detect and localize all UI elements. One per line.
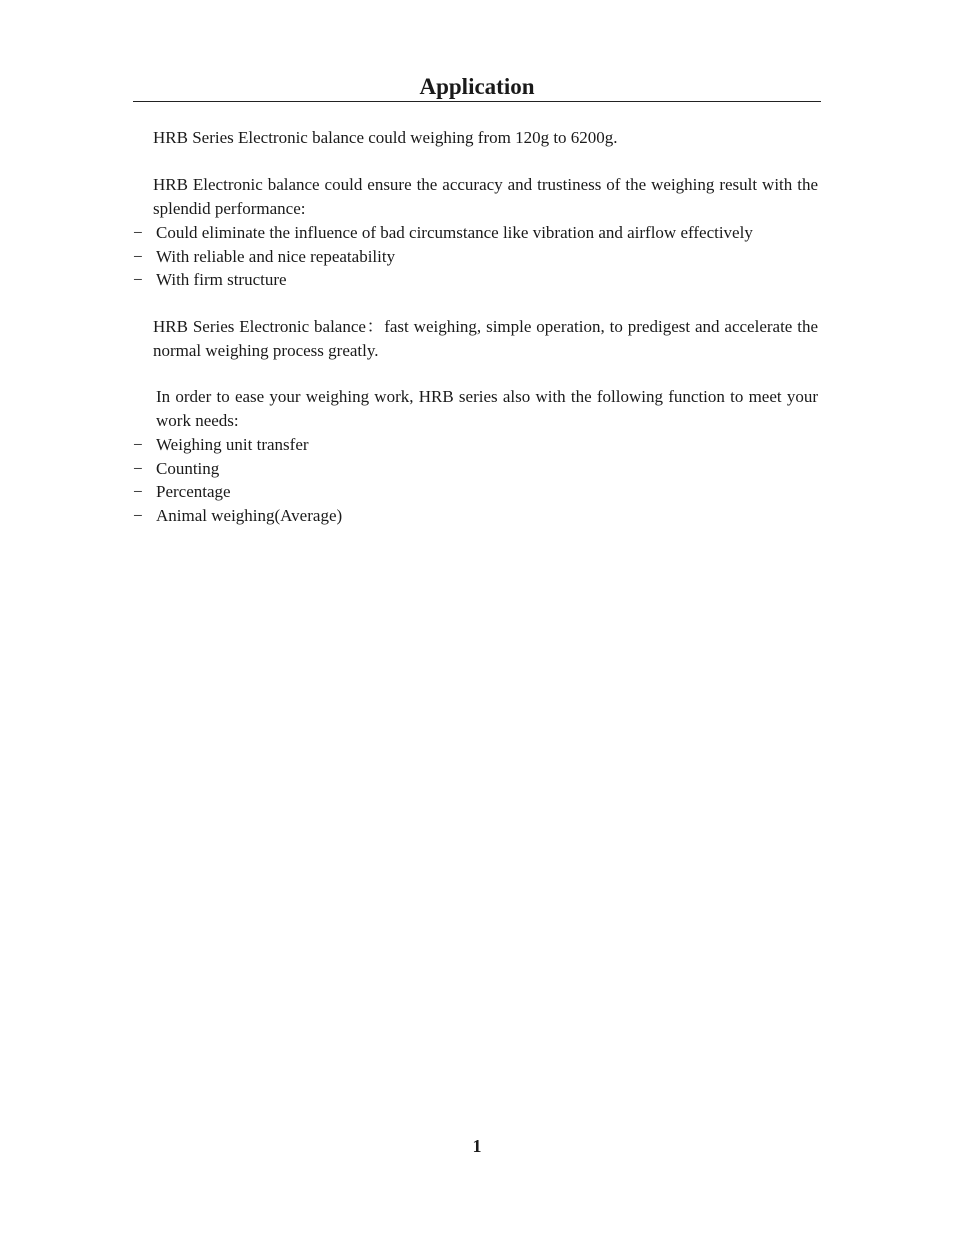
- page-title: Application: [419, 74, 535, 99]
- dash-bullet-icon: −: [133, 246, 143, 266]
- dash-bullet-icon: −: [133, 223, 143, 242]
- operation-paragraph: HRB Series Electronic balance：fast weighing, simple operation, to predigest and accelerate the normal weighing process greatly.: [153, 317, 818, 360]
- functions-list: [133, 433, 342, 528]
- list-item: [133, 245, 753, 269]
- list-item-text: Weighing unit transfer: [156, 435, 309, 454]
- list-item: [133, 480, 342, 504]
- list-item: [133, 504, 342, 528]
- list-item-text: Could eliminate the influence of bad circumstance like vibration and airflow effectively: [156, 223, 753, 242]
- list-item: [133, 268, 753, 292]
- list-item-text: Percentage: [156, 482, 231, 502]
- list-item: [133, 457, 342, 481]
- dash-bullet-icon: −: [133, 506, 143, 526]
- performance-paragraph: HRB Electronic balance could ensure the accuracy and trustiness of the weighing result with the splendid performance:: [153, 175, 818, 218]
- dash-bullet-icon: −: [133, 482, 143, 502]
- functions-paragraph: In order to ease your weighing work, HRB series also with the following function to meet your work needs:: [156, 387, 818, 430]
- list-item: [133, 433, 342, 457]
- dash-bullet-icon: −: [133, 435, 143, 454]
- list-item-text: With firm structure: [156, 270, 287, 290]
- dash-bullet-icon: −: [133, 458, 143, 478]
- list-item-text: Animal weighing(Average): [156, 506, 343, 526]
- list-item-text: With reliable and nice repeatability: [156, 246, 396, 266]
- list-item: [133, 221, 753, 245]
- performance-list: [133, 221, 753, 292]
- dash-bullet-icon: −: [133, 270, 143, 290]
- title-divider: [133, 101, 821, 102]
- list-item-text: Counting: [156, 458, 220, 478]
- page-number: 1: [472, 1136, 482, 1156]
- intro-paragraph: HRB Series Electronic balance could weighing from 120g to 6200g.: [153, 128, 618, 147]
